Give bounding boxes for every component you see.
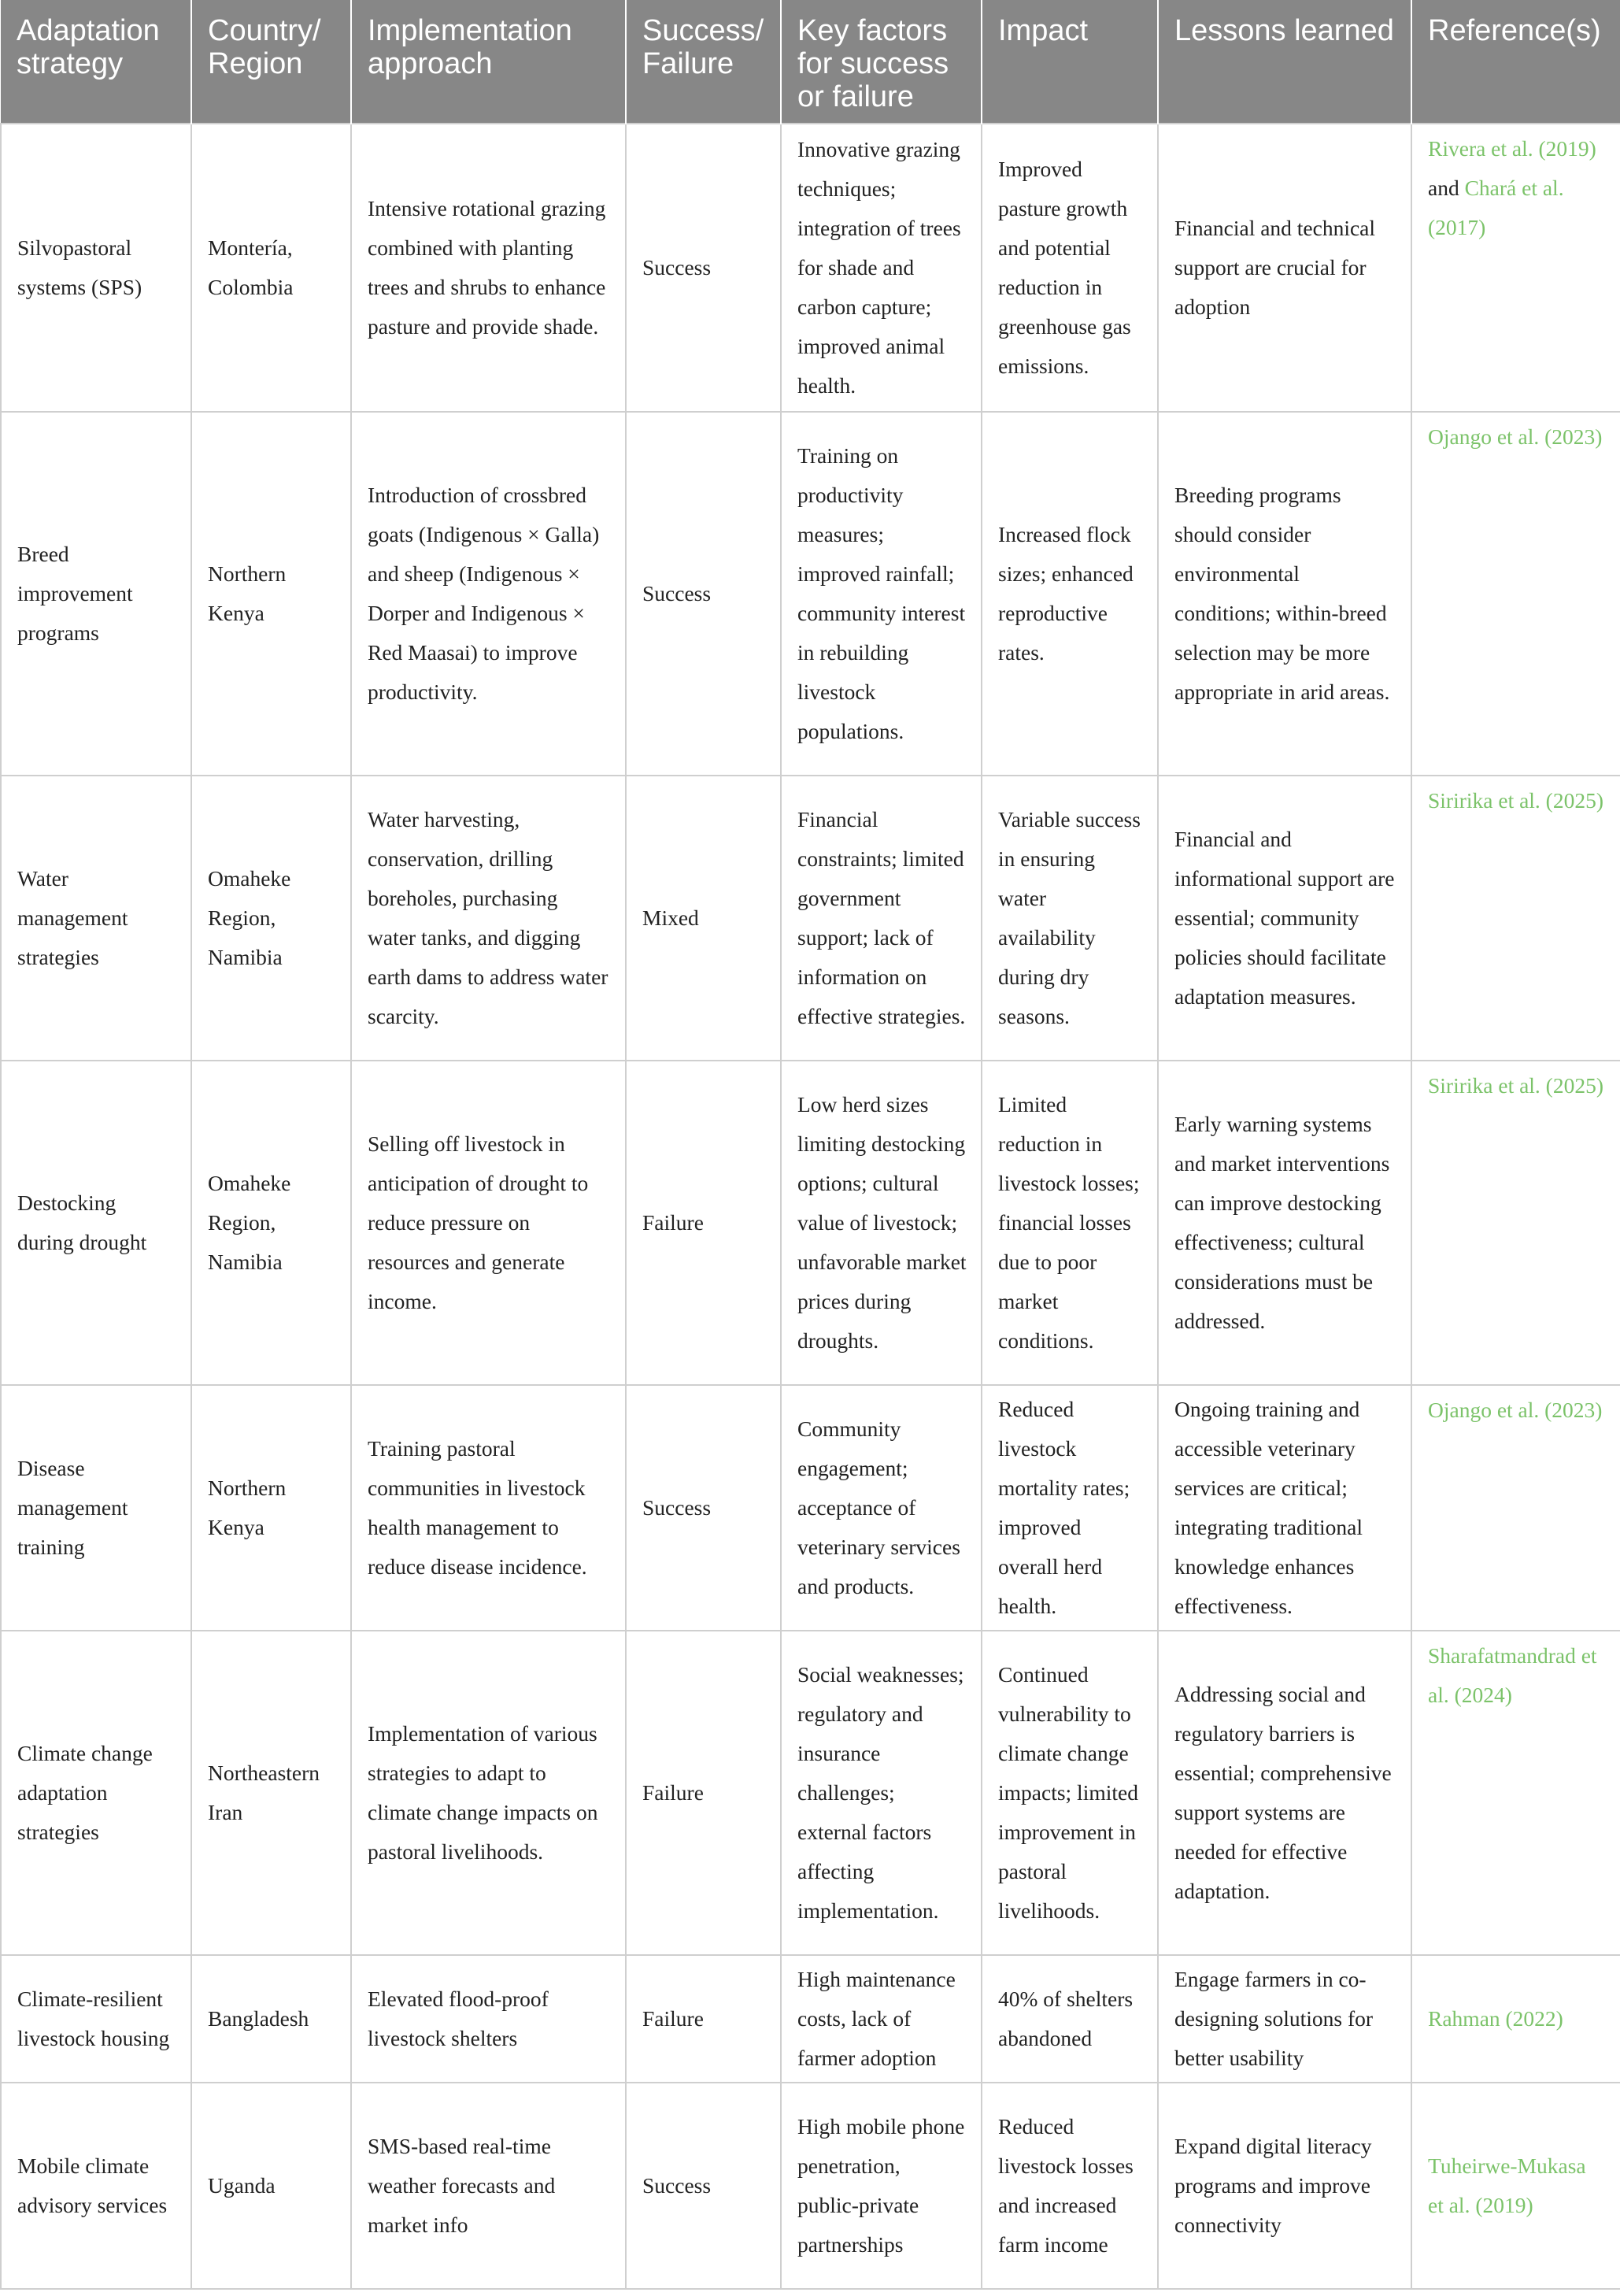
cell-lessons: Addressing social and regulatory barriers is essential; comprehensive support systems are needed for effective adaptation.	[1158, 1631, 1411, 1955]
cell-lessons: Financial and technical support are crucial for adoption	[1158, 124, 1411, 412]
reference-link[interactable]: Ojango et al. (2023)	[1428, 424, 1603, 449]
cell-approach: Water harvesting, conservation, drilling boreholes, purchasing water tanks, and digging earth dams to address water scarcity.	[351, 776, 626, 1061]
table-row	[1, 1061, 1620, 1385]
reference-link[interactable]: Rivera et al. (2019)	[1428, 136, 1596, 161]
cell-outcome: Failure	[626, 1061, 781, 1385]
cell-factors: High mobile phone penetration, public-private partnerships	[781, 2083, 982, 2289]
cell-approach: SMS-based real-time weather forecasts and market info	[351, 2083, 626, 2289]
cell-impact: Continued vulnerability to climate change impacts; limited improvement in pastoral livelihoods.	[982, 1631, 1158, 1955]
cell-outcome: Failure	[626, 1631, 781, 1955]
cell-references	[1411, 1631, 1620, 1955]
column-header-strategy: Adaptation strategy	[1, 0, 191, 124]
cell-references	[1411, 1955, 1620, 2083]
cell-impact: 40% of shelters abandoned	[982, 1955, 1158, 2083]
cell-strategy: Mobile climate advisory services	[1, 2083, 191, 2289]
cell-impact: Variable success in ensuring water availability during dry seasons.	[982, 776, 1158, 1061]
cell-impact: Improved pasture growth and potential reduction in greenhouse gas emissions.	[982, 124, 1158, 412]
reference-link[interactable]: Ojango et al. (2023)	[1428, 1398, 1603, 1422]
cell-region: Northeastern Iran	[191, 1631, 351, 1955]
reference-conjunction: and	[1428, 176, 1465, 200]
cell-strategy: Disease management training	[1, 1385, 191, 1631]
cell-factors: Social weaknesses; regulatory and insurance challenges; external factors affecting implementation.	[781, 1631, 982, 1955]
cell-factors: Low herd sizes limiting destocking options; cultural value of livestock; unfavorable market prices during droughts.	[781, 1061, 982, 1385]
cell-region: Montería, Colombia	[191, 124, 351, 412]
table-header	[1, 0, 1620, 124]
cell-impact: Increased flock sizes; enhanced reproductive rates.	[982, 412, 1158, 776]
cell-approach: Introduction of crossbred goats (Indigenous × Galla) and sheep (Indigenous × Dorper and Indigenous × Red Maasai) to improve productivity.	[351, 412, 626, 776]
cell-references	[1411, 412, 1620, 776]
reference-link[interactable]: Siririka et al. (2025)	[1428, 788, 1603, 813]
cell-outcome: Success	[626, 412, 781, 776]
cell-outcome: Mixed	[626, 776, 781, 1061]
cell-strategy: Climate-resilient livestock housing	[1, 1955, 191, 2083]
column-header-impact: Impact	[982, 0, 1158, 124]
cell-lessons: Early warning systems and market interventions can improve destocking effectiveness; cultural considerations must be addressed.	[1158, 1061, 1411, 1385]
cell-references	[1411, 776, 1620, 1061]
cell-strategy: Silvopastoral systems (SPS)	[1, 124, 191, 412]
cell-region: Northern Kenya	[191, 1385, 351, 1631]
column-header-references: Reference(s)	[1411, 0, 1620, 124]
cell-impact: Reduced livestock losses and increased farm income	[982, 2083, 1158, 2289]
table-row	[1, 776, 1620, 1061]
cell-region: Bangladesh	[191, 1955, 351, 2083]
cell-approach: Selling off livestock in anticipation of drought to reduce pressure on resources and generate income.	[351, 1061, 626, 1385]
reference-link[interactable]: Rahman (2022)	[1428, 2006, 1563, 2031]
cell-factors: Innovative grazing techniques; integration of trees for shade and carbon capture; improved animal health.	[781, 124, 982, 412]
table-row	[1, 1385, 1620, 1631]
cell-factors: High maintenance costs, lack of farmer adoption	[781, 1955, 982, 2083]
table-row	[1, 1631, 1620, 1955]
cell-region: Northern Kenya	[191, 412, 351, 776]
cell-lessons: Ongoing training and accessible veterinary services are critical; integrating traditional knowledge enhances effectiveness.	[1158, 1385, 1411, 1631]
cell-references	[1411, 1061, 1620, 1385]
cell-factors: Training on productivity measures; improved rainfall; community interest in rebuilding livestock populations.	[781, 412, 982, 776]
cell-region: Uganda	[191, 2083, 351, 2289]
column-header-outcome: Success/ Failure	[626, 0, 781, 124]
cell-approach: Intensive rotational grazing combined with planting trees and shrubs to enhance pasture and provide shade.	[351, 124, 626, 412]
column-header-lessons: Lessons learned	[1158, 0, 1411, 124]
cell-strategy: Climate change adaptation strategies	[1, 1631, 191, 1955]
cell-references	[1411, 124, 1620, 412]
reference-link[interactable]: Chará et al. (2017)	[1428, 176, 1564, 239]
cell-approach: Elevated flood-proof livestock shelters	[351, 1955, 626, 2083]
cell-factors: Financial constraints; limited government support; lack of information on effective strategies.	[781, 776, 982, 1061]
cell-outcome: Success	[626, 124, 781, 412]
cell-outcome: Failure	[626, 1955, 781, 2083]
header-row	[1, 0, 1620, 124]
cell-lessons: Expand digital literacy programs and improve connectivity	[1158, 2083, 1411, 2289]
column-header-region: Country/ Region	[191, 0, 351, 124]
table-row	[1, 2083, 1620, 2289]
cell-outcome: Success	[626, 2083, 781, 2289]
cell-strategy: Breed improvement programs	[1, 412, 191, 776]
cell-impact: Limited reduction in livestock losses; financial losses due to poor market conditions.	[982, 1061, 1158, 1385]
table-row	[1, 412, 1620, 776]
column-header-factors: Key factors for success or failure	[781, 0, 982, 124]
table-row	[1, 124, 1620, 412]
cell-strategy: Water management strategies	[1, 776, 191, 1061]
reference-link[interactable]: Sharafatmandrad et al. (2024)	[1428, 1643, 1597, 1707]
cell-lessons: Financial and informational support are essential; community policies should facilitate adaptation measures.	[1158, 776, 1411, 1061]
cell-approach: Training pastoral communities in livestock health management to reduce disease incidence.	[351, 1385, 626, 1631]
table-row	[1, 1955, 1620, 2083]
column-header-approach: Implementation approach	[351, 0, 626, 124]
cell-approach: Implementation of various strategies to adapt to climate change impacts on pastoral livelihoods.	[351, 1631, 626, 1955]
cell-lessons: Engage farmers in co-designing solutions for better usability	[1158, 1955, 1411, 2083]
cell-impact: Reduced livestock mortality rates; improved overall herd health.	[982, 1385, 1158, 1631]
cell-region: Omaheke Region, Namibia	[191, 1061, 351, 1385]
reference-link[interactable]: Siririka et al. (2025)	[1428, 1073, 1603, 1098]
reference-link[interactable]: Tuheirwe-Mukasa et al. (2019)	[1428, 2153, 1586, 2217]
table-body	[1, 124, 1620, 2289]
cell-lessons: Breeding programs should consider environmental conditions; within-breed selection may be more appropriate in arid areas.	[1158, 412, 1411, 776]
cell-references	[1411, 2083, 1620, 2289]
cell-strategy: Destocking during drought	[1, 1061, 191, 1385]
cell-outcome: Success	[626, 1385, 781, 1631]
cell-references	[1411, 1385, 1620, 1631]
cell-factors: Community engagement; acceptance of veterinary services and products.	[781, 1385, 982, 1631]
cell-region: Omaheke Region, Namibia	[191, 776, 351, 1061]
